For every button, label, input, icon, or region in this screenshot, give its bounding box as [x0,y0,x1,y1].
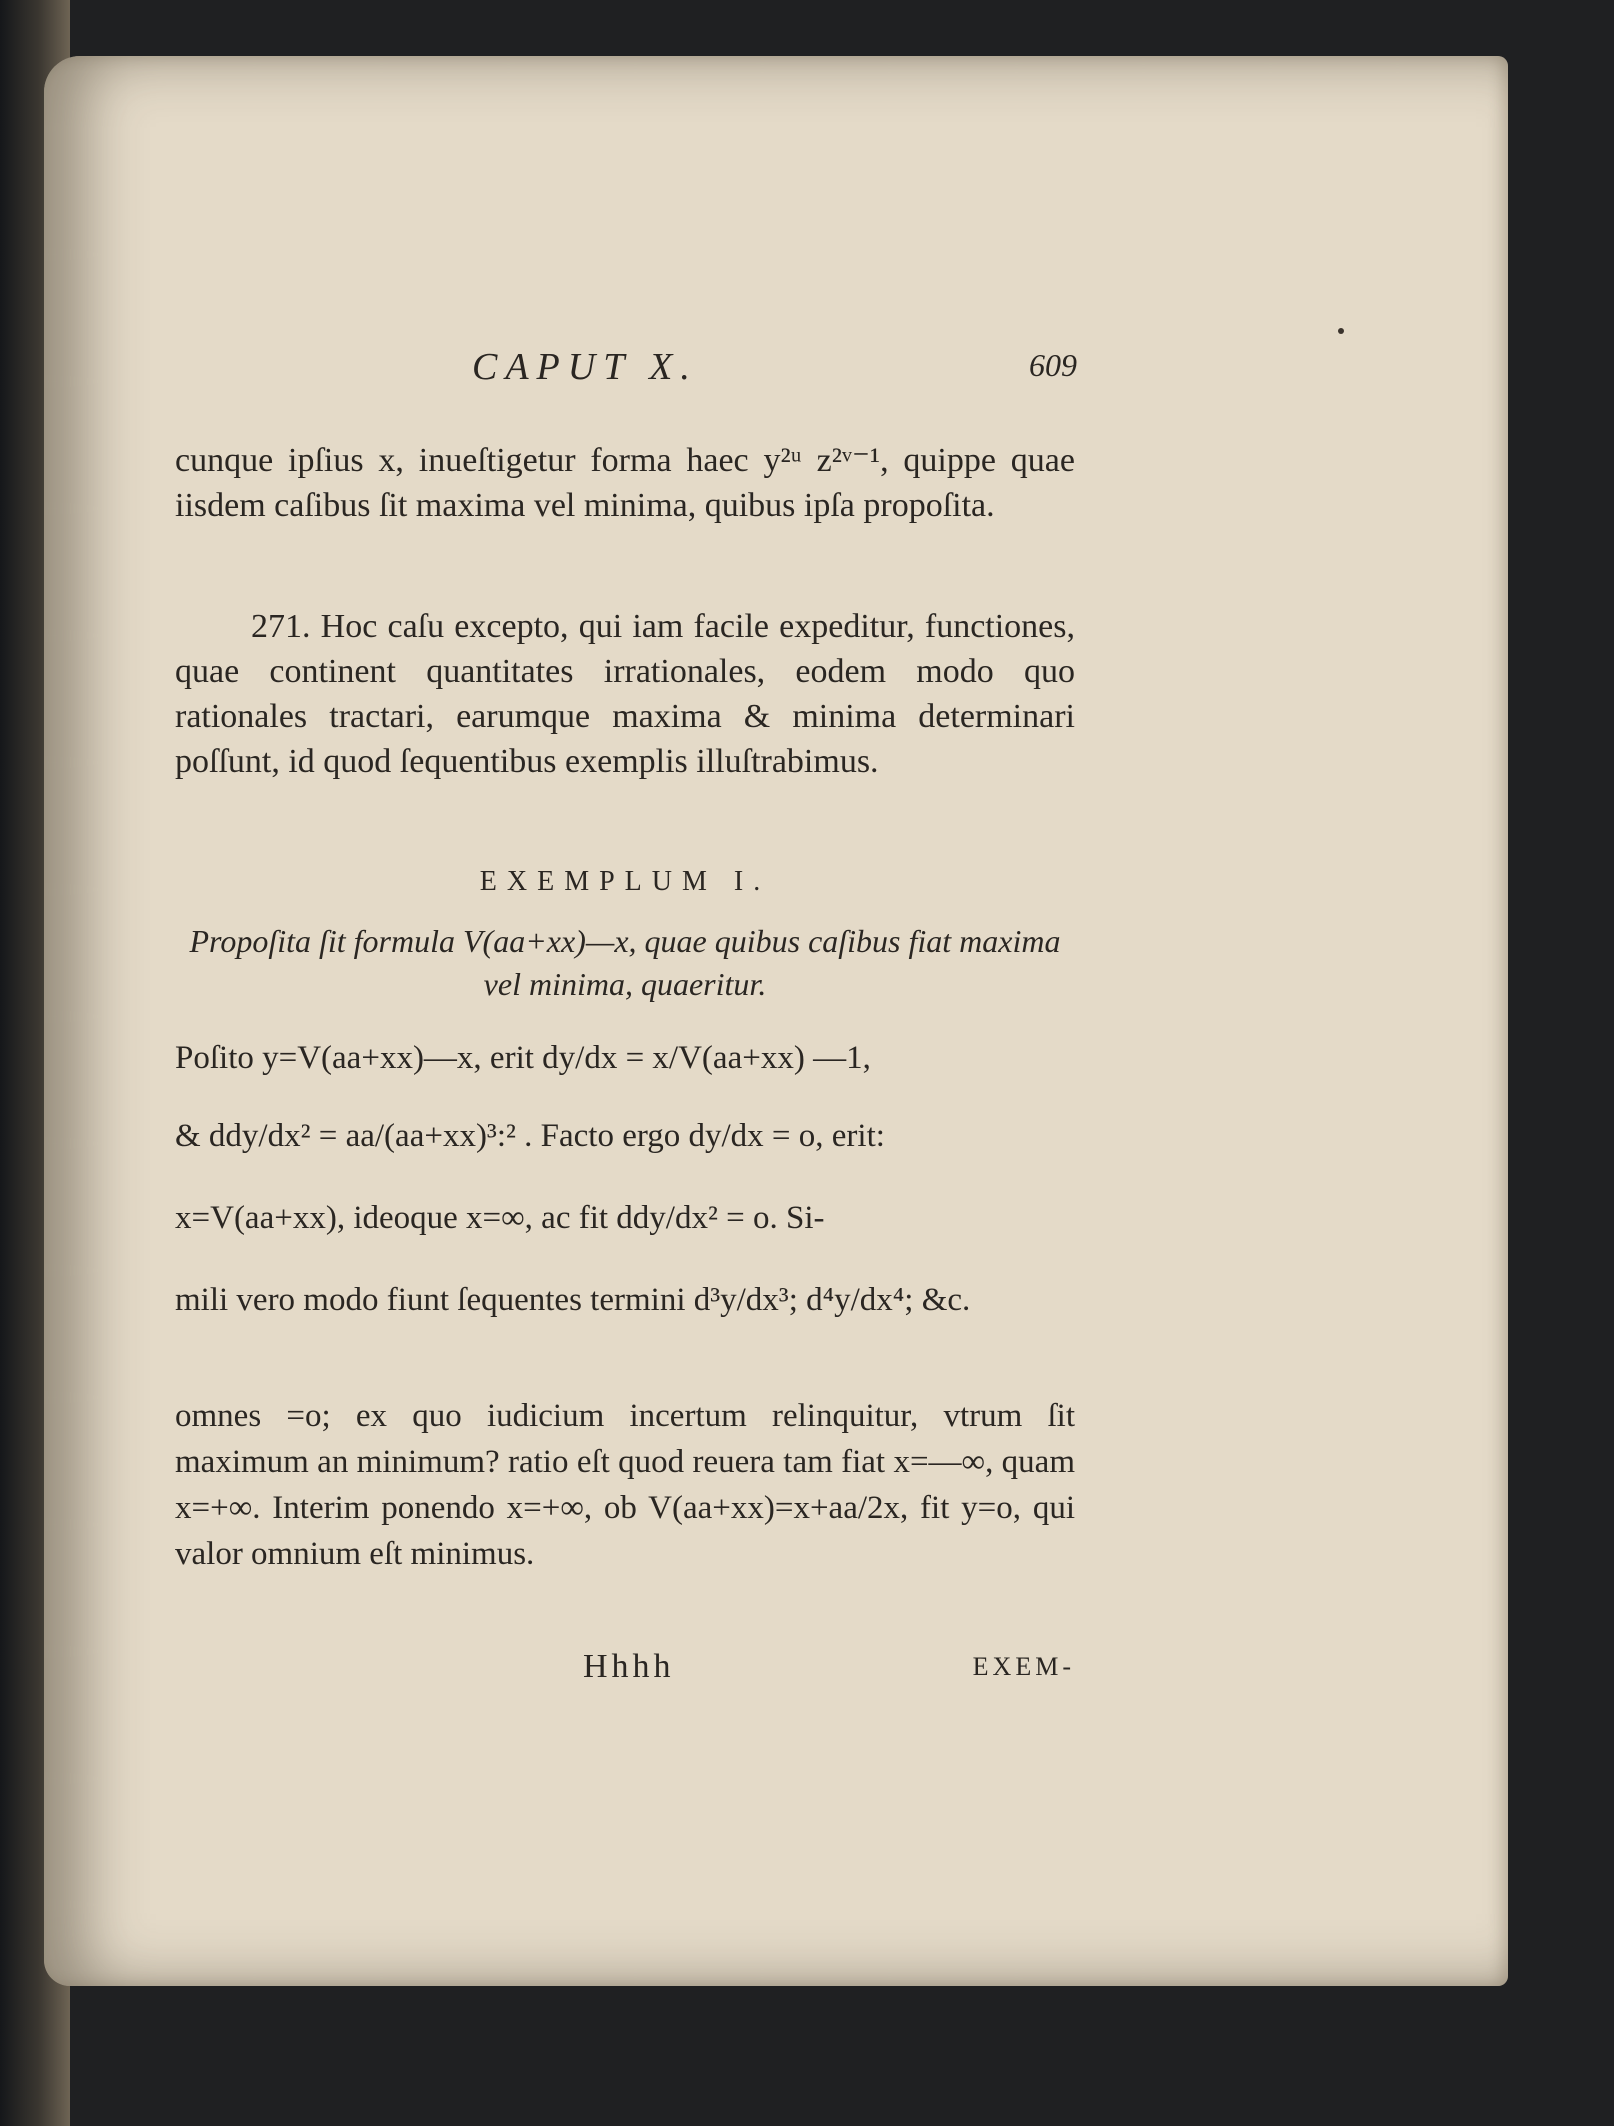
paragraph-271: 271. Hoc caſu excepto, qui iam facile expeditur, functiones, quae continent quantitates irrationales, eodem modo quo rationales tractari, earumque maxima & minima determinari poſſunt, id quod ſequentibus exemplis illuſtrabimus. [175,608,1075,780]
math-line-4: mili vero modo fiunt ſequentes termini d³y/dx³; d⁴y/dx⁴; &c. [175,1282,971,1318]
paper-speck [1338,328,1344,334]
catchword: EXEM- [972,1652,1075,1681]
math-line-3: x=V(aa+xx), ideoque x=∞, ac fit ddy/dx² = o. Si- [175,1200,825,1236]
page-footer [175,1648,1075,1698]
section-heading: EXEMPLUM I. [479,866,771,897]
paragraph-continuation: cunque ipſius x, inueſtigetur forma haec y²ᵘ z²ᵛ⁻¹, quippe quae iisdem caſibus ſit maxima vel minima, quibus ipſa propoſita. [175,442,1075,524]
math-line-1: Poſito y=V(aa+xx)—x, erit dy/dx = x/V(aa+xx) —1, [175,1040,871,1076]
running-header [472,345,1077,395]
chapter-title: CAPUT X. [472,346,698,388]
paragraph-conclusion: omnes =o; ex quo iudicium incertum relinquitur, vtrum ſit maximum an minimum? ratio eſt quod reuera tam fiat x=—∞, quam x=+∞. Interim ponendo x=+∞, ob V(aa+xx)=x+aa/2x, fit y=o, qui valor omnium eſt minimus. [175,1398,1075,1572]
math-line-2: & ddy/dx² = aa/(aa+xx)³:² . Facto ergo dy/dx = o, erit: [175,1118,885,1154]
page-number: 609 [1029,347,1077,383]
proposition-statement: Propoſita ſit formula V(aa+xx)—x, quae quibus caſibus fiat maxima vel minima, quaeritur. [189,923,1061,1002]
signature-mark: Hhhh [583,1648,675,1685]
